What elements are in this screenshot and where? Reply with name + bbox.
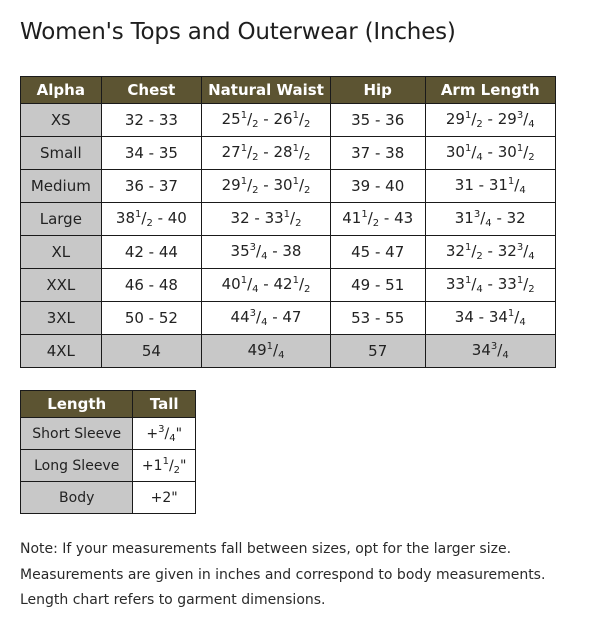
cell-size: XL: [21, 236, 102, 269]
cell-hip: $41^1/_2 - 43$: [330, 203, 425, 236]
cell-hip: 53 - 55: [330, 302, 425, 335]
column-header-tall: Tall: [133, 391, 196, 418]
table-row: [21, 335, 556, 368]
note-line: Measurements are given in inches and correspond to body measurements.: [20, 566, 546, 583]
length-chart-header-row: [21, 391, 196, 418]
cell-size: Medium: [21, 170, 102, 203]
cell-natural-waist: $25^1/_2 - 26^1/_2$: [202, 104, 331, 137]
note-line: Length chart refers to garment dimensions.: [20, 592, 326, 608]
cell-natural-waist: $44^3/_4 - 47$: [202, 302, 331, 335]
cell-chest: $38^1/_2 - 40$: [101, 203, 201, 236]
length-chart-table: [20, 390, 196, 514]
cell-hip: 49 - 51: [330, 269, 425, 302]
cell-size: Large: [21, 203, 102, 236]
cell-arm-length: $33^1/_4 - 33^1/_2$: [425, 269, 556, 302]
cell-size: 4XL: [21, 335, 102, 368]
table-row: [21, 269, 556, 302]
table-row: [21, 137, 556, 170]
cell-chest: 34 - 35: [101, 137, 201, 170]
cell-tall: +2": [133, 482, 196, 514]
size-chart-table: [20, 76, 556, 368]
note-line: Note: If your measurements fall between sizes, opt for the larger size.: [20, 541, 512, 557]
table-row: [21, 418, 196, 450]
table-row: [21, 302, 556, 335]
cell-arm-length: $30^1/_4 - 30^1/_2$: [425, 137, 556, 170]
column-header-chest: Chest: [101, 77, 201, 104]
cell-size: 3XL: [21, 302, 102, 335]
cell-length-type: Long Sleeve: [21, 450, 133, 482]
cell-size: XXL: [21, 269, 102, 302]
page-title: Women's Tops and Outerwear (Inches): [20, 19, 456, 45]
column-header-hip: Hip: [330, 77, 425, 104]
cell-chest: 54: [101, 335, 201, 368]
cell-size: XS: [21, 104, 102, 137]
cell-size: Small: [21, 137, 102, 170]
cell-arm-length: $31 - 31^1/_4$: [425, 170, 556, 203]
cell-hip: 37 - 38: [330, 137, 425, 170]
cell-chest: 42 - 44: [101, 236, 201, 269]
cell-hip: 39 - 40: [330, 170, 425, 203]
notes-section: [20, 537, 545, 614]
cell-arm-length: $34^3/_4$: [425, 335, 556, 368]
cell-chest: 32 - 33: [101, 104, 201, 137]
cell-arm-length: $32^1/_2 - 32^3/_4$: [425, 236, 556, 269]
column-header-length: Length: [21, 391, 133, 418]
cell-hip: 45 - 47: [330, 236, 425, 269]
cell-chest: 36 - 37: [101, 170, 201, 203]
cell-natural-waist: $27^1/_2 - 28^1/_2$: [202, 137, 331, 170]
cell-arm-length: $31^3/_4 - 32$: [425, 203, 556, 236]
size-chart-header-row: [21, 77, 556, 104]
cell-natural-waist: $29^1/_2 - 30^1/_2$: [202, 170, 331, 203]
cell-chest: 46 - 48: [101, 269, 201, 302]
column-header-arm-length: Arm Length: [425, 77, 556, 104]
cell-hip: 35 - 36: [330, 104, 425, 137]
cell-length-type: Short Sleeve: [21, 418, 133, 450]
cell-natural-waist: $35^3/_4 - 38$: [202, 236, 331, 269]
table-row: [21, 482, 196, 514]
table-row: [21, 170, 556, 203]
table-row: [21, 236, 556, 269]
cell-natural-waist: $49^1/_4$: [202, 335, 331, 368]
table-row: [21, 450, 196, 482]
cell-tall: $+^3/_4$": [133, 418, 196, 450]
column-header-natural-waist: Natural Waist: [202, 77, 331, 104]
cell-arm-length: $29^1/_2 - 29^3/_4$: [425, 104, 556, 137]
cell-chest: 50 - 52: [101, 302, 201, 335]
cell-hip: 57: [330, 335, 425, 368]
cell-natural-waist: $40^1/_4 - 42^1/_2$: [202, 269, 331, 302]
cell-natural-waist: $32 - 33^1/_2$: [202, 203, 331, 236]
cell-length-type: Body: [21, 482, 133, 514]
cell-tall: $+1^1/_2$": [133, 450, 196, 482]
cell-arm-length: $34 - 34^1/_4$: [425, 302, 556, 335]
table-row: [21, 104, 556, 137]
column-header-alpha: Alpha: [21, 77, 102, 104]
table-row: [21, 203, 556, 236]
